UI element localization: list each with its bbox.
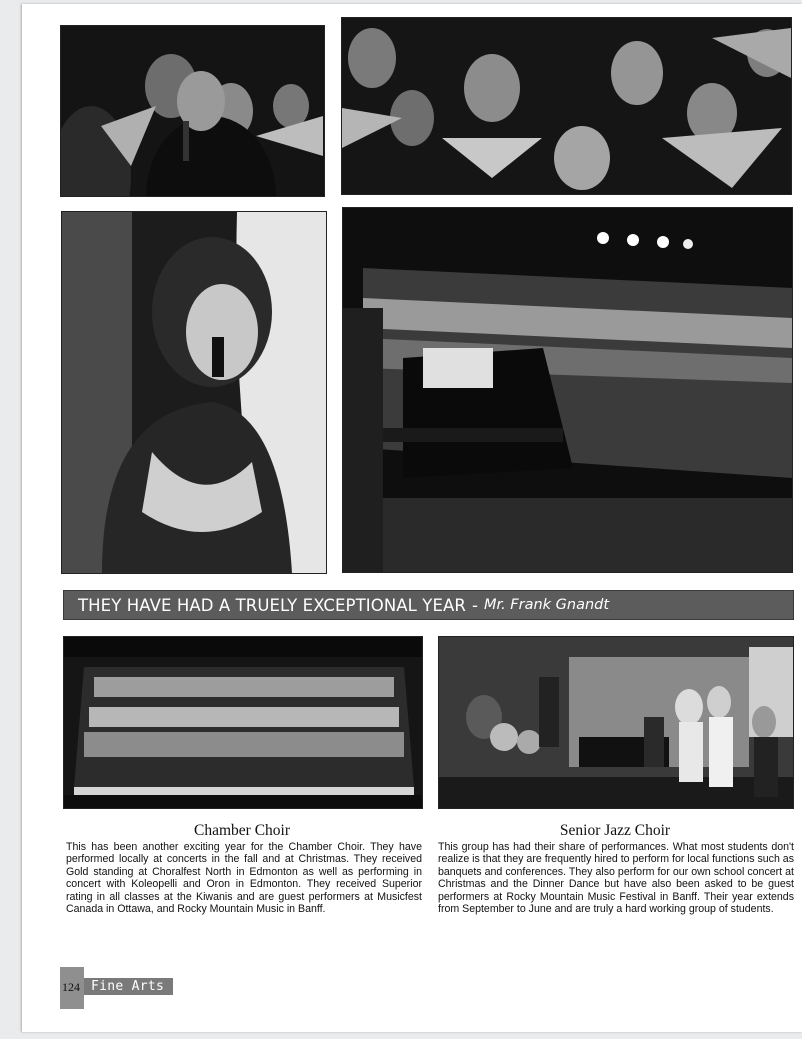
banner-dash: - [471, 595, 478, 615]
banner-quote: THEY HAVE HAD A TRUELY EXCEPTIONAL YEAR [78, 595, 466, 615]
senior-jazz-choir-title: Senior Jazz Choir [559, 822, 671, 839]
photo-choir-with-piano [342, 207, 793, 573]
photo-speaker-with-choir [60, 25, 325, 197]
senior-jazz-choir-text: This group has had their share of performances. What most students don't realize is that they are frequently hired to perform for local functions such as banquets and conferences. They also perform for our own school concert at Christmas and the Dinner Dance but have also been asked to be guest performers at Rocky Mountain Music Festival in Banff. Their year extends from September to June and are truly a hard working group of students. [438, 841, 794, 916]
page-number: 124 [62, 980, 80, 994]
photo-soloist-singing [61, 211, 327, 574]
chamber-choir-title: Chamber Choir [194, 822, 290, 839]
photo-senior-jazz-choir [438, 636, 794, 809]
page-footer [60, 967, 173, 1009]
photo-chamber-choir-group [63, 636, 423, 809]
quote-banner [63, 590, 794, 620]
section-label: Fine Arts [91, 979, 165, 994]
photo-choir-singers-closeup [341, 17, 792, 195]
chamber-choir-text: This has been another exciting year for the Chamber Choir. They have performed locally at concerts in the fall and at Christmas. They received Gold standing at Choralfest North in Edmonton as well as performing in concert with Koleopelli and Oron in Edmonton. They received Superior rating in all classes at the Kiwanis and are guest performers at Musicfest Canada in Ottawa, and Rocky Mountain Music in Banff. [66, 841, 422, 916]
banner-attribution: Mr. Frank Gnandt [483, 597, 610, 613]
